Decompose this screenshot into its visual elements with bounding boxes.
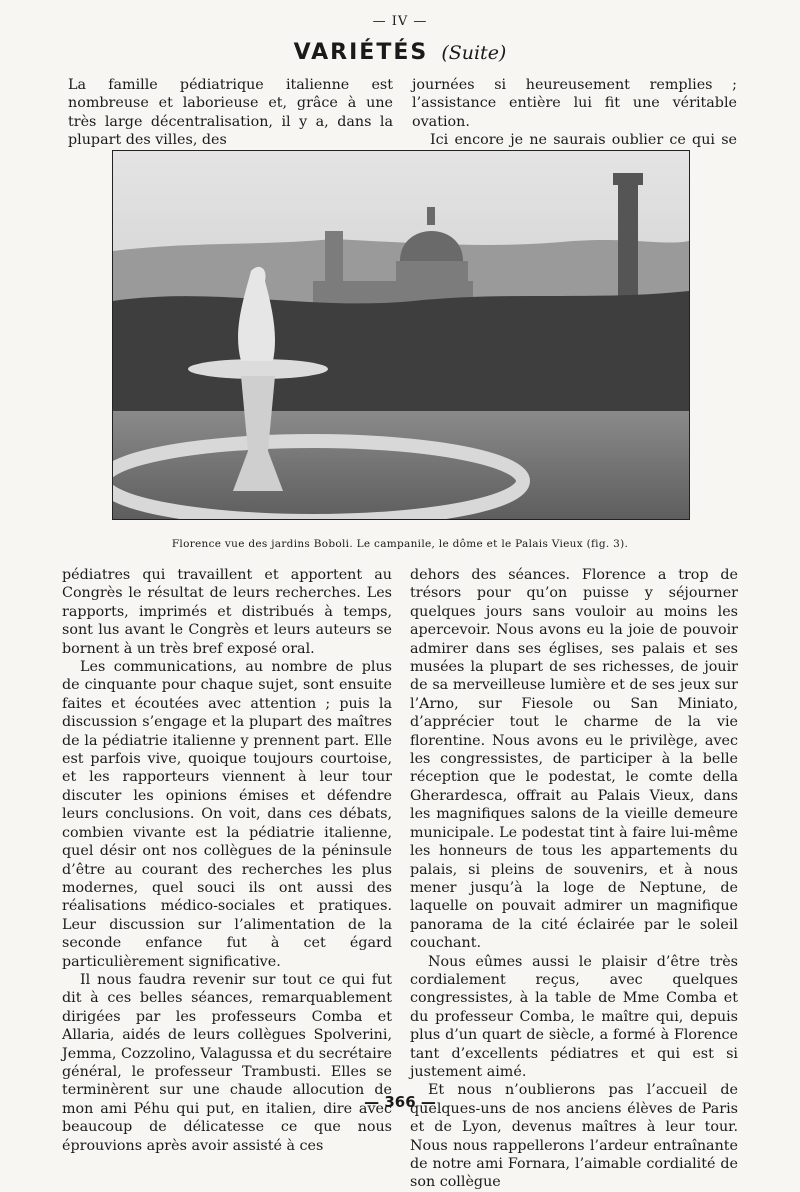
- section-title: VARIÉTÉS: [293, 40, 429, 65]
- paragraph: pédiatres qui travaillent et apportent au Congrès le résultat de leurs recherches. Les rapports, imprimés et distribués à temps, sont lus avant le Congrès et leurs auteurs se bornent à un très bref exposé oral.: [62, 567, 392, 657]
- section-heading: [0, 40, 800, 65]
- paragraph: La famille pédiatrique italienne est nombreuse et laborieuse et, grâce à une très large décentralisation, il y a, dans la plupart des villes, des: [68, 77, 393, 149]
- page-number: — 366 —: [364, 1093, 436, 1111]
- figure-caption: Florence vue des jardins Boboli. Le campanile, le dôme et le Palais Vieux (fig. 3).: [171, 538, 629, 550]
- tree-line: [113, 291, 689, 421]
- paragraph: Et nous n’oublierons pas l’accueil de quelques-uns de nos anciens élèves de Paris et de Lyon, devenus maîtres à leur tour. Nous nous rappellerons l’ardeur entraînante de notre ami Fornara, l’aimable cordialité de son collègue: [410, 1082, 738, 1191]
- paragraph: Il nous faudra revenir sur tout ce qui fut dit à ces belles séances, remarquablement dirigées par les professeurs Comba et Allaria, aidés de leurs collègues Spolverini, Jemma, Cozzolino, Valagussa et du secrétaire général, le professeur Trambusti. Elles se terminèrent sur une chaude allocution de mon ami Péhu qui put, en italien, dire avec beaucoup de délicatesse ce que nous éprouvions après avoir assisté à ces: [62, 971, 392, 1154]
- florence-photograph: [112, 150, 690, 520]
- section-subtitle: (Suite): [441, 42, 507, 64]
- column-bottom-left: [62, 566, 392, 1155]
- photo-illustration: [113, 151, 689, 519]
- palazzo-vecchio-tower: [618, 181, 638, 301]
- column-top-left: [68, 76, 393, 150]
- lawn: [113, 411, 689, 519]
- page-roman-numeral: — IV —: [372, 14, 428, 29]
- paragraph: Ici encore je ne saurais oublier ce qui se: [430, 132, 737, 149]
- paragraph: Nous eûmes aussi le plaisir d’être très cordialement reçus, avec quelques congressistes, à la table de Mme Comba et du professeur Comba, le maître qui, depuis plus d’un quart de siècle, a formé à Florence tant d’excellents pédiatres et qui est si justement aimé.: [410, 953, 738, 1080]
- paragraph: dehors des séances. Florence a trop de trésors pour qu’on puisse y séjourner quelques jours sans vouloir au moins les apercevoir. Nous avons eu la joie de pouvoir admirer dans ses églises, ses palais et ses musées la plupart de ses richesses, de jouir de sa merveilleuse lumière et de ses jeux sur l’Arno, sur Fiesole ou San Miniato, d’apprécier tout le charme de la vie florentine. Nous avons eu le privilège, avec les congressistes, de participer à la belle réception que le podestat, le comte della Gherardesca, offrait au Palais Vieux, dans les magnifiques salons de la vieille demeure municipale. Le podestat tint à faire lui-même les honneurs de tous les appartements du palais, si pleins de souvenirs, et à nous mener jusqu’à la loge de Neptune, de laquelle on pouvait admirer un magnifique panorama de la cité éclairée par le soleil couchant.: [410, 567, 738, 952]
- paragraph: journées si heureusement remplies ; l’assistance entière lui fit une véritable ovation.: [412, 77, 737, 130]
- paragraph: Les communications, au nombre de plus de cinquante pour chaque sujet, sont ensuite faites et écoutées avec attention ; puis la discussion s’engage et la plupart des maîtres de la pédiatrie italienne y prennent part. Elle est parfois vive, quoique toujours courtoise, et les rapporteurs viennent à leur tour discuter les opinions émises et défendre leurs conclusions. On voit, dans ces débats, combien vivante est la pédiatrie italienne, quel désir ont nos collègues de la péninsule d’être au courant des recherches les plus modernes, quel souci ils ont aussi des réalisations médico-sociales et pratiques. Leur discussion sur l’alimentation de la seconde enfance fut à cet égard particulièrement significative.: [62, 659, 392, 970]
